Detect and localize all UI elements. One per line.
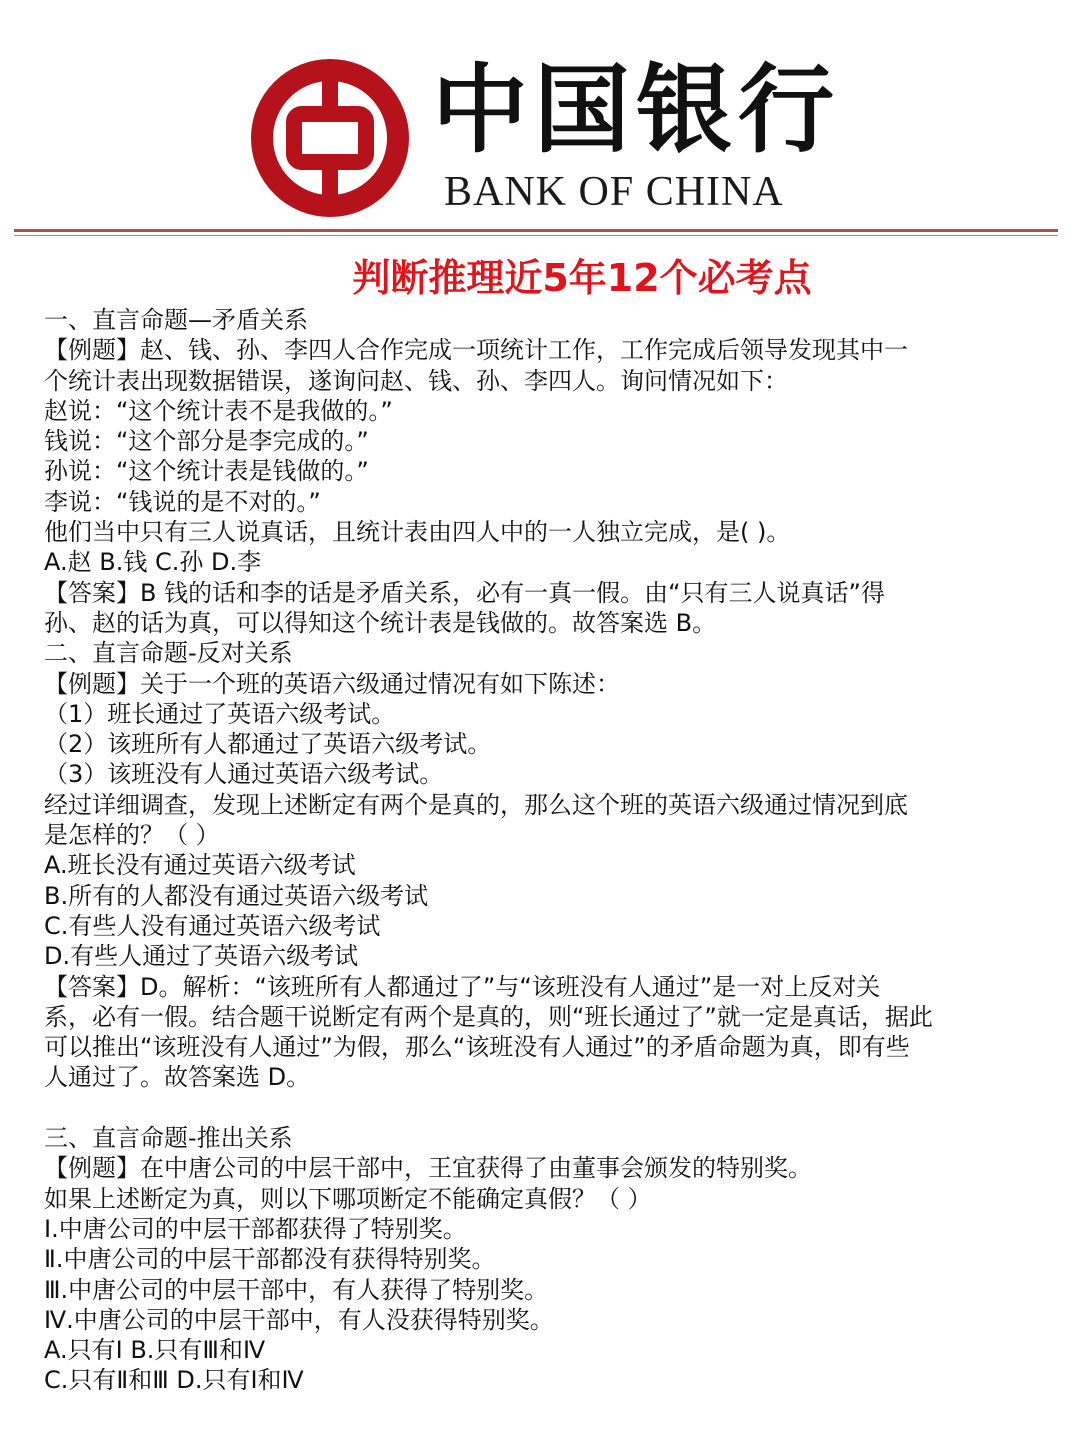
text-line: （2）该班所有人都通过了英语六级考试。 (44, 730, 492, 759)
answer-options: A.只有Ⅰ B.只有Ⅲ和Ⅳ (44, 1336, 266, 1365)
answer-options: C.只有Ⅱ和Ⅲ D.只有Ⅰ和Ⅳ (44, 1366, 304, 1395)
text-line: 钱说：“这个部分是李完成的。” (44, 427, 369, 456)
header-divider-thin (14, 235, 1058, 236)
text-line: 【例题】关于一个班的英语六级通过情况有如下陈述： (44, 669, 620, 698)
text-line: 【例题】在中唐公司的中层干部中，王宜获得了由董事会颁发的特别奖。 (44, 1154, 812, 1183)
answer-option: C.有些人没有通过英语六级考试 (44, 911, 381, 940)
header (0, 0, 1080, 230)
answer-explanation: 【答案】B 钱的话和李的话是矛盾关系，必有一真一假。由“只有三人说真话”得 (44, 578, 885, 607)
text-line: Ⅰ.中唐公司的中层干部都获得了特别奖。 (44, 1214, 467, 1243)
text-line: 李说：“钱说的是不对的。” (44, 487, 321, 516)
text-line: 孙说：“这个统计表是钱做的。” (44, 457, 369, 486)
text-line: Ⅳ.中唐公司的中层干部中，有人没获得特别奖。 (44, 1305, 554, 1334)
section-heading: 三、直言命题-推出关系 (44, 1124, 293, 1153)
text-line: Ⅱ.中唐公司的中层干部都没有获得特别奖。 (44, 1245, 496, 1274)
bank-of-china-logo-icon (250, 58, 410, 218)
text-line: 如果上述断定为真，则以下哪项断定不能确定真假？（ ） (44, 1184, 652, 1213)
text-line: 人通过了。故答案选 D。 (44, 1063, 311, 1092)
text-line: 可以推出“该班没有人通过”为假，那么“该班没有人通过”的矛盾命题为真，即有些 (44, 1033, 910, 1062)
logo-english-name: BANK OF CHINA (444, 169, 784, 215)
header-divider (14, 229, 1058, 232)
text-line: Ⅲ.中唐公司的中层干部中，有人获得了特别奖。 (44, 1275, 549, 1304)
answer-option: A.班长没有通过英语六级考试 (44, 851, 356, 880)
blank-line (44, 1093, 1044, 1123)
answer-option: B.所有的人都没有通过英语六级考试 (44, 881, 429, 910)
section-heading: 二、直言命题-反对关系 (44, 639, 293, 668)
document-body (44, 305, 1044, 1396)
section-heading: 一、直言命题—矛盾关系 (44, 306, 308, 334)
page-title: 判断推理近5年12个必考点 (352, 256, 812, 300)
text-line: （3）该班没有人通过英语六级考试。 (44, 760, 444, 789)
text-line: （1）班长通过了英语六级考试。 (44, 699, 396, 728)
text-line: 赵说：“这个统计表不是我做的。” (44, 396, 393, 425)
text-line: 是怎样的？（ ） (44, 821, 220, 850)
answer-options: A.赵 B.钱 C.孙 D.李 (44, 548, 262, 577)
answer-option: D.有些人通过了英语六级考试 (44, 942, 359, 971)
text-line: 经过详细调查，发现上述断定有两个是真的，那么这个班的英语六级通过情况到底 (44, 790, 908, 819)
text-line: 他们当中只有三人说真话，且统计表由四人中的一人独立完成，是( )。 (44, 518, 791, 547)
text-line: 个统计表出现数据错误，遂询问赵、钱、孙、李四人。询问情况如下： (44, 366, 788, 395)
logo-chinese-name: 中国银行 (432, 53, 840, 166)
answer-explanation: 【答案】D。解析：“该班所有人都通过了”与“该班没有人通过”是一对上反对关 (44, 972, 881, 1001)
text-line: 【例题】赵、钱、孙、李四人合作完成一项统计工作，工作完成后领导发现其中一 (44, 336, 908, 365)
text-line: 系，必有一假。结合题干说断定有两个是真的，则“班长通过了”就一定是真话，据此 (44, 1002, 933, 1031)
text-line: 孙、赵的话为真，可以得知这个统计表是钱做的。故答案选 B。 (44, 608, 717, 637)
